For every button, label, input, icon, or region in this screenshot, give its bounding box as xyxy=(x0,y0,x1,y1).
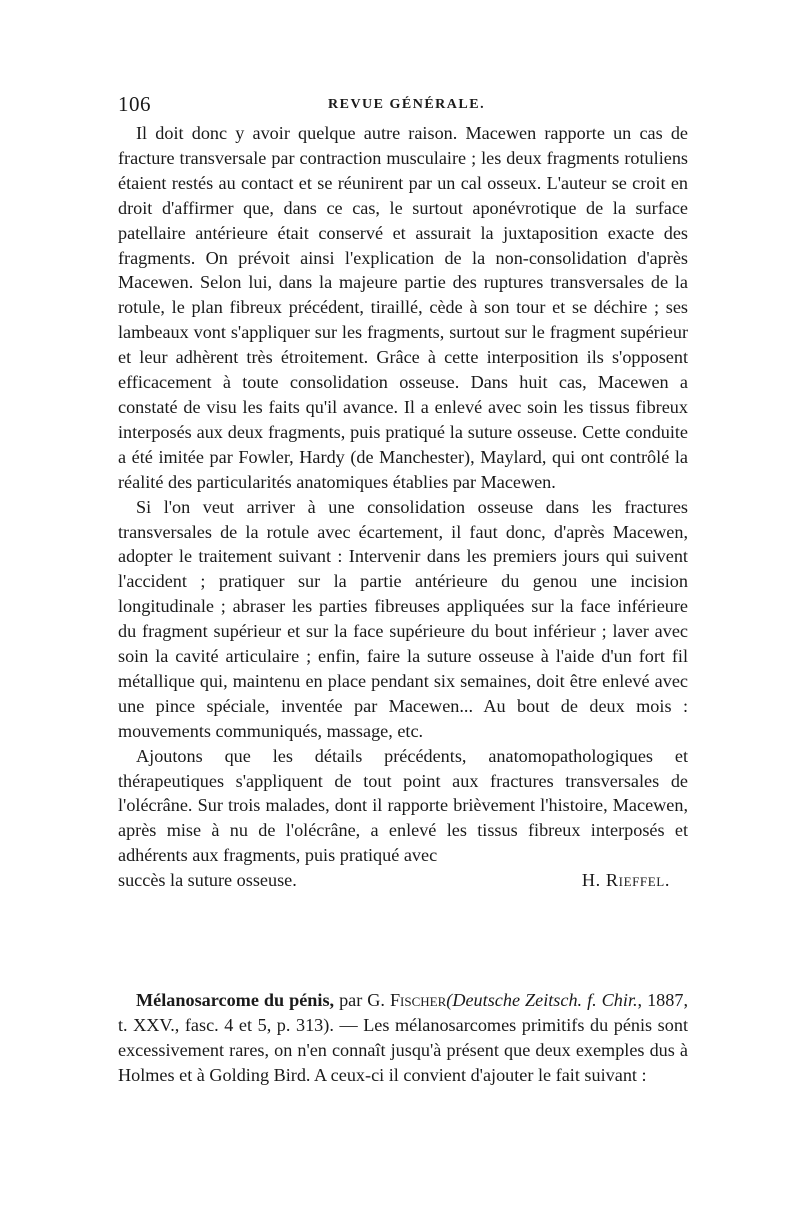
body-paragraph: Si l'on veut arriver à une consolidation osseuse dans les fractures transversales de la rotule avec écartement, il faut donc, d'après Macewen, adopter le traitement suivant : Intervenir dans les premiers jours qui suivent l'accident ; pratiquer sur la partie antérieure du genou une incision longitudinale ; abraser les parties fibreuses appliquées sur la face inférieure du fragment supérieur et sur la face supérieure du bout inférieur ; laver avec soin la cavité articulaire ; enfin, faire la suture osseuse à l'aide d'un fort fil métallique qui, maintenu en place pendant six semaines, doit être enlevé avec une pince spéciale, inventée par Macewen... Au bout de deux mois : mouvements communiqués, massage, etc. xyxy=(118,496,688,741)
byline-text: par G. xyxy=(334,990,390,1010)
paragraph-text: Ajoutons que les détails précédents, anatomopathologiques et thérapeutiques s'appliquent de tout point aux fractures transversales de l'olécrâne. Sur trois malades, dont il rapporte brièvement l'histoire, Macewen, après mise à nu de l'olécrâne, a enlevé les tissus fibreux interposés et adhérents aux fragments, puis pratiqué avec xyxy=(118,745,688,866)
next-article xyxy=(118,988,688,1088)
page-header xyxy=(118,92,688,122)
article-title: Mélanosarcome du pénis, xyxy=(136,990,335,1010)
page-number: 106 xyxy=(118,92,151,116)
running-title: REVUE GÉNÉRALE. xyxy=(328,97,486,112)
author-signature: H. Rieffel. xyxy=(581,870,670,891)
citation-and-text: , 1887, t. XXV., fasc. 4 et 5, p. 313). — Les mélanosarcomes primitifs du pénis sont excessivement rares, on n'en connaît jusqu'à présent que deux exemples dus à Holmes et à Golding Bird. A ceux-ci il convient d'ajouter le fait suivant : xyxy=(118,990,688,1085)
journal-name: (Deutsche Zeitsch. f. Chir. xyxy=(446,990,638,1010)
signature-line xyxy=(118,868,688,893)
body-paragraph: Il doit donc y avoir quelque autre raison. Macewen rapporte un cas de fracture transversale par contraction musculaire ; les deux fragments rotuliens étaient restés au contact et se réunirent par un cal osseux. L'auteur se croit en droit d'affirmer que, dans ce cas, le surtout aponévrotique de la surface patellaire antérieure était conservé et assurait la juxtaposition exacte des fragments. On prévoit ainsi l'explication de la non-consolidation d'après Macewen. Selon lui, dans la majeure partie des ruptures transversales de la rotule, le plan fibreux précédent, tiraillé, cède à son tour et se déchire ; ses lambeaux vont s'appliquer sur les fragments, surtout sur le fragment supérieur et leur adhèrent très étroitement. Grâce à cette interposition ils s'opposent efficacement à toute consolidation osseuse. Dans huit cas, Macewen a constaté de visu les faits qu'il avance. Il a enlevé avec soin les tissus fibreux interposés aux deux fragments, puis pratiqué la suture osseuse. Cette conduite a été imitée par Fowler, Hardy (de Manchester), Maylard, qui ont contrôlé la réalité des particularités anatomiques établies par Macewen. xyxy=(118,123,688,492)
body-paragraph xyxy=(118,744,688,869)
author-name: Fischer xyxy=(389,990,447,1010)
article-body xyxy=(118,121,688,893)
closing-text: succès la suture osseuse. xyxy=(118,870,297,891)
article-intro-paragraph xyxy=(118,988,688,1088)
